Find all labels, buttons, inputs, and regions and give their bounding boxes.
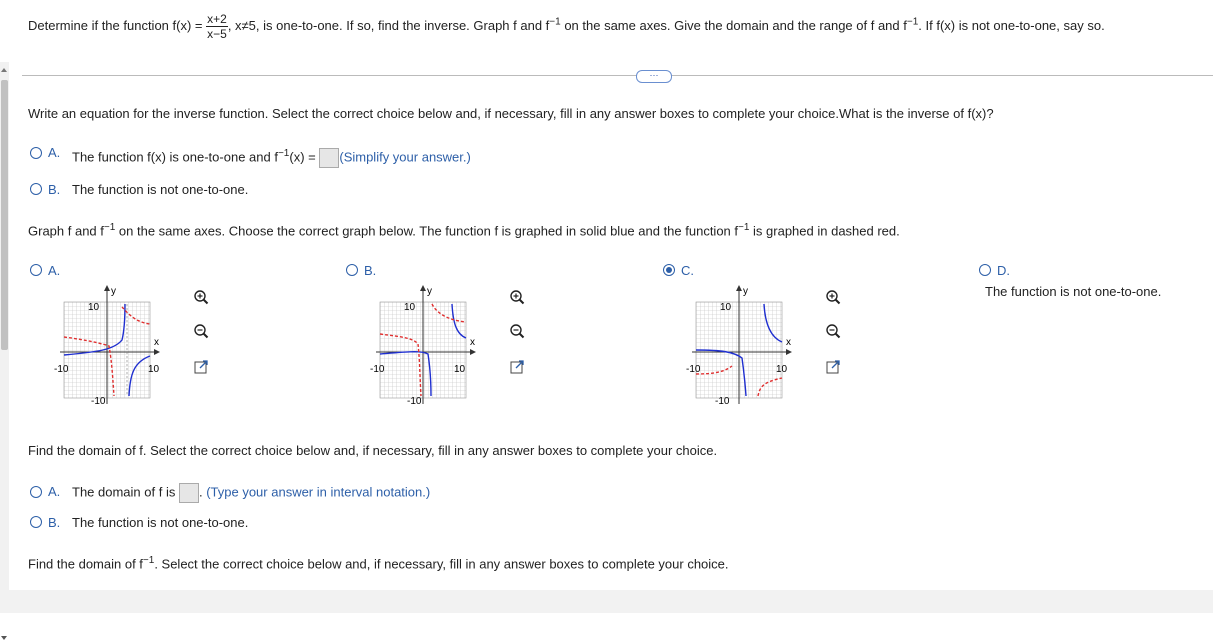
x-axis-label: x bbox=[786, 337, 791, 348]
graph-option-d-letter: D. bbox=[997, 263, 1010, 278]
question-text: Determine if the function f(x) = $\frac{x+2}{x-5}$ , x≠5, is one-to-one. If so, find the inverse. Graph f and $f^{-1}$ on the same axes. Give the domain and the range of f and $f^{-1}$. If f(x) is not one-to-one, say so. bbox=[28, 12, 1105, 41]
y-max-label: 10 bbox=[404, 302, 416, 313]
x-min-label: -10 bbox=[370, 364, 385, 375]
graph-b-zoom-out-icon[interactable] bbox=[509, 323, 525, 339]
graph-option-d-text: The function is not one-to-one. bbox=[985, 284, 1162, 299]
part3-prompt: Find the domain of f. Select the correct choice below and, if necessary, fill in any answer boxes to complete your choice. bbox=[28, 443, 718, 458]
part1-option-a-letter: A. bbox=[48, 145, 61, 160]
x-max-label: 10 bbox=[776, 364, 788, 375]
footer-bar bbox=[0, 590, 1213, 613]
graph-option-a-letter: A. bbox=[48, 263, 61, 278]
graph-a-popout-icon[interactable] bbox=[193, 359, 209, 375]
graph-c[interactable] bbox=[684, 282, 794, 412]
graph-option-a-radio[interactable] bbox=[30, 264, 42, 276]
scroll-thumb[interactable] bbox=[1, 80, 8, 350]
part1-option-a: The function f(x) is one-to-one and $f^{-1}(x)$ = (Simplify your answer.) bbox=[72, 148, 471, 168]
x-max-label: 10 bbox=[454, 364, 466, 375]
scrollbar[interactable] bbox=[0, 62, 9, 592]
graph-c-zoom-out-icon[interactable] bbox=[825, 323, 841, 339]
scroll-up-icon[interactable] bbox=[1, 68, 7, 72]
x-min-label: -10 bbox=[686, 364, 701, 375]
y-axis-label: y bbox=[111, 286, 116, 297]
part3-option-a-letter: A. bbox=[48, 484, 61, 499]
graph-c-zoom-in-icon[interactable] bbox=[825, 289, 841, 305]
graph-option-c-letter: C. bbox=[681, 263, 694, 278]
graph-c-popout-icon[interactable] bbox=[825, 359, 841, 375]
x-max-label: 10 bbox=[148, 364, 160, 375]
part1-option-b-radio[interactable] bbox=[30, 183, 42, 195]
part1-option-a-radio[interactable] bbox=[30, 147, 42, 159]
scroll-down-icon[interactable] bbox=[1, 636, 7, 640]
y-min-label: -10 bbox=[91, 396, 106, 407]
graph-b-popout-icon[interactable] bbox=[509, 359, 525, 375]
part1-option-b: The function is not one-to-one. bbox=[72, 182, 249, 197]
function-fraction: $\frac{x+2}{x-5}$ bbox=[207, 12, 227, 41]
y-min-label: -10 bbox=[715, 396, 730, 407]
graph-option-b-letter: B. bbox=[364, 263, 377, 278]
more-button[interactable]: ⋯ bbox=[636, 70, 672, 83]
part3-option-b-radio[interactable] bbox=[30, 516, 42, 528]
graph-b[interactable] bbox=[368, 282, 478, 412]
part1-option-b-letter: B. bbox=[48, 182, 61, 197]
part3-option-b-letter: B. bbox=[48, 515, 61, 530]
part4-prompt: Find the domain of $f^{-1}$. Select the correct choice below and, if necessary, fill in any answer boxes to complete your choice. bbox=[28, 555, 729, 572]
x-axis-label: x bbox=[470, 337, 475, 348]
part2-prompt: Graph f and $f^{-1}$ on the same axes. Choose the correct graph below. The function f is graphed in solid blue and the function $f^{-1}$ is graphed in dashed red. bbox=[28, 222, 900, 239]
graph-a[interactable] bbox=[52, 282, 162, 412]
domain-answer-input[interactable] bbox=[179, 483, 199, 503]
part1-prompt: Write an equation for the inverse function. Select the correct choice below and, if necessary, fill in any answer boxes to complete your choice.What is the inverse of f(x)? bbox=[28, 106, 994, 121]
part3-option-a-radio[interactable] bbox=[30, 486, 42, 498]
y-max-label: 10 bbox=[88, 302, 100, 313]
part3-option-a: The domain of f is . (Type your answer in interval notation.) bbox=[72, 483, 430, 503]
graph-option-d-radio[interactable] bbox=[979, 264, 991, 276]
x-axis-label: x bbox=[154, 337, 159, 348]
y-min-label: -10 bbox=[407, 396, 422, 407]
inverse-answer-input[interactable] bbox=[319, 148, 339, 168]
x-min-label: -10 bbox=[54, 364, 69, 375]
section-divider bbox=[22, 75, 1213, 76]
graph-option-b-radio[interactable] bbox=[346, 264, 358, 276]
y-axis-label: y bbox=[743, 286, 748, 297]
graph-a-zoom-in-icon[interactable] bbox=[193, 289, 209, 305]
y-axis-label: y bbox=[427, 286, 432, 297]
graph-option-c-radio[interactable] bbox=[663, 264, 675, 276]
part3-option-b: The function is not one-to-one. bbox=[72, 515, 249, 530]
y-max-label: 10 bbox=[720, 302, 732, 313]
graph-b-zoom-in-icon[interactable] bbox=[509, 289, 525, 305]
graph-a-zoom-out-icon[interactable] bbox=[193, 323, 209, 339]
